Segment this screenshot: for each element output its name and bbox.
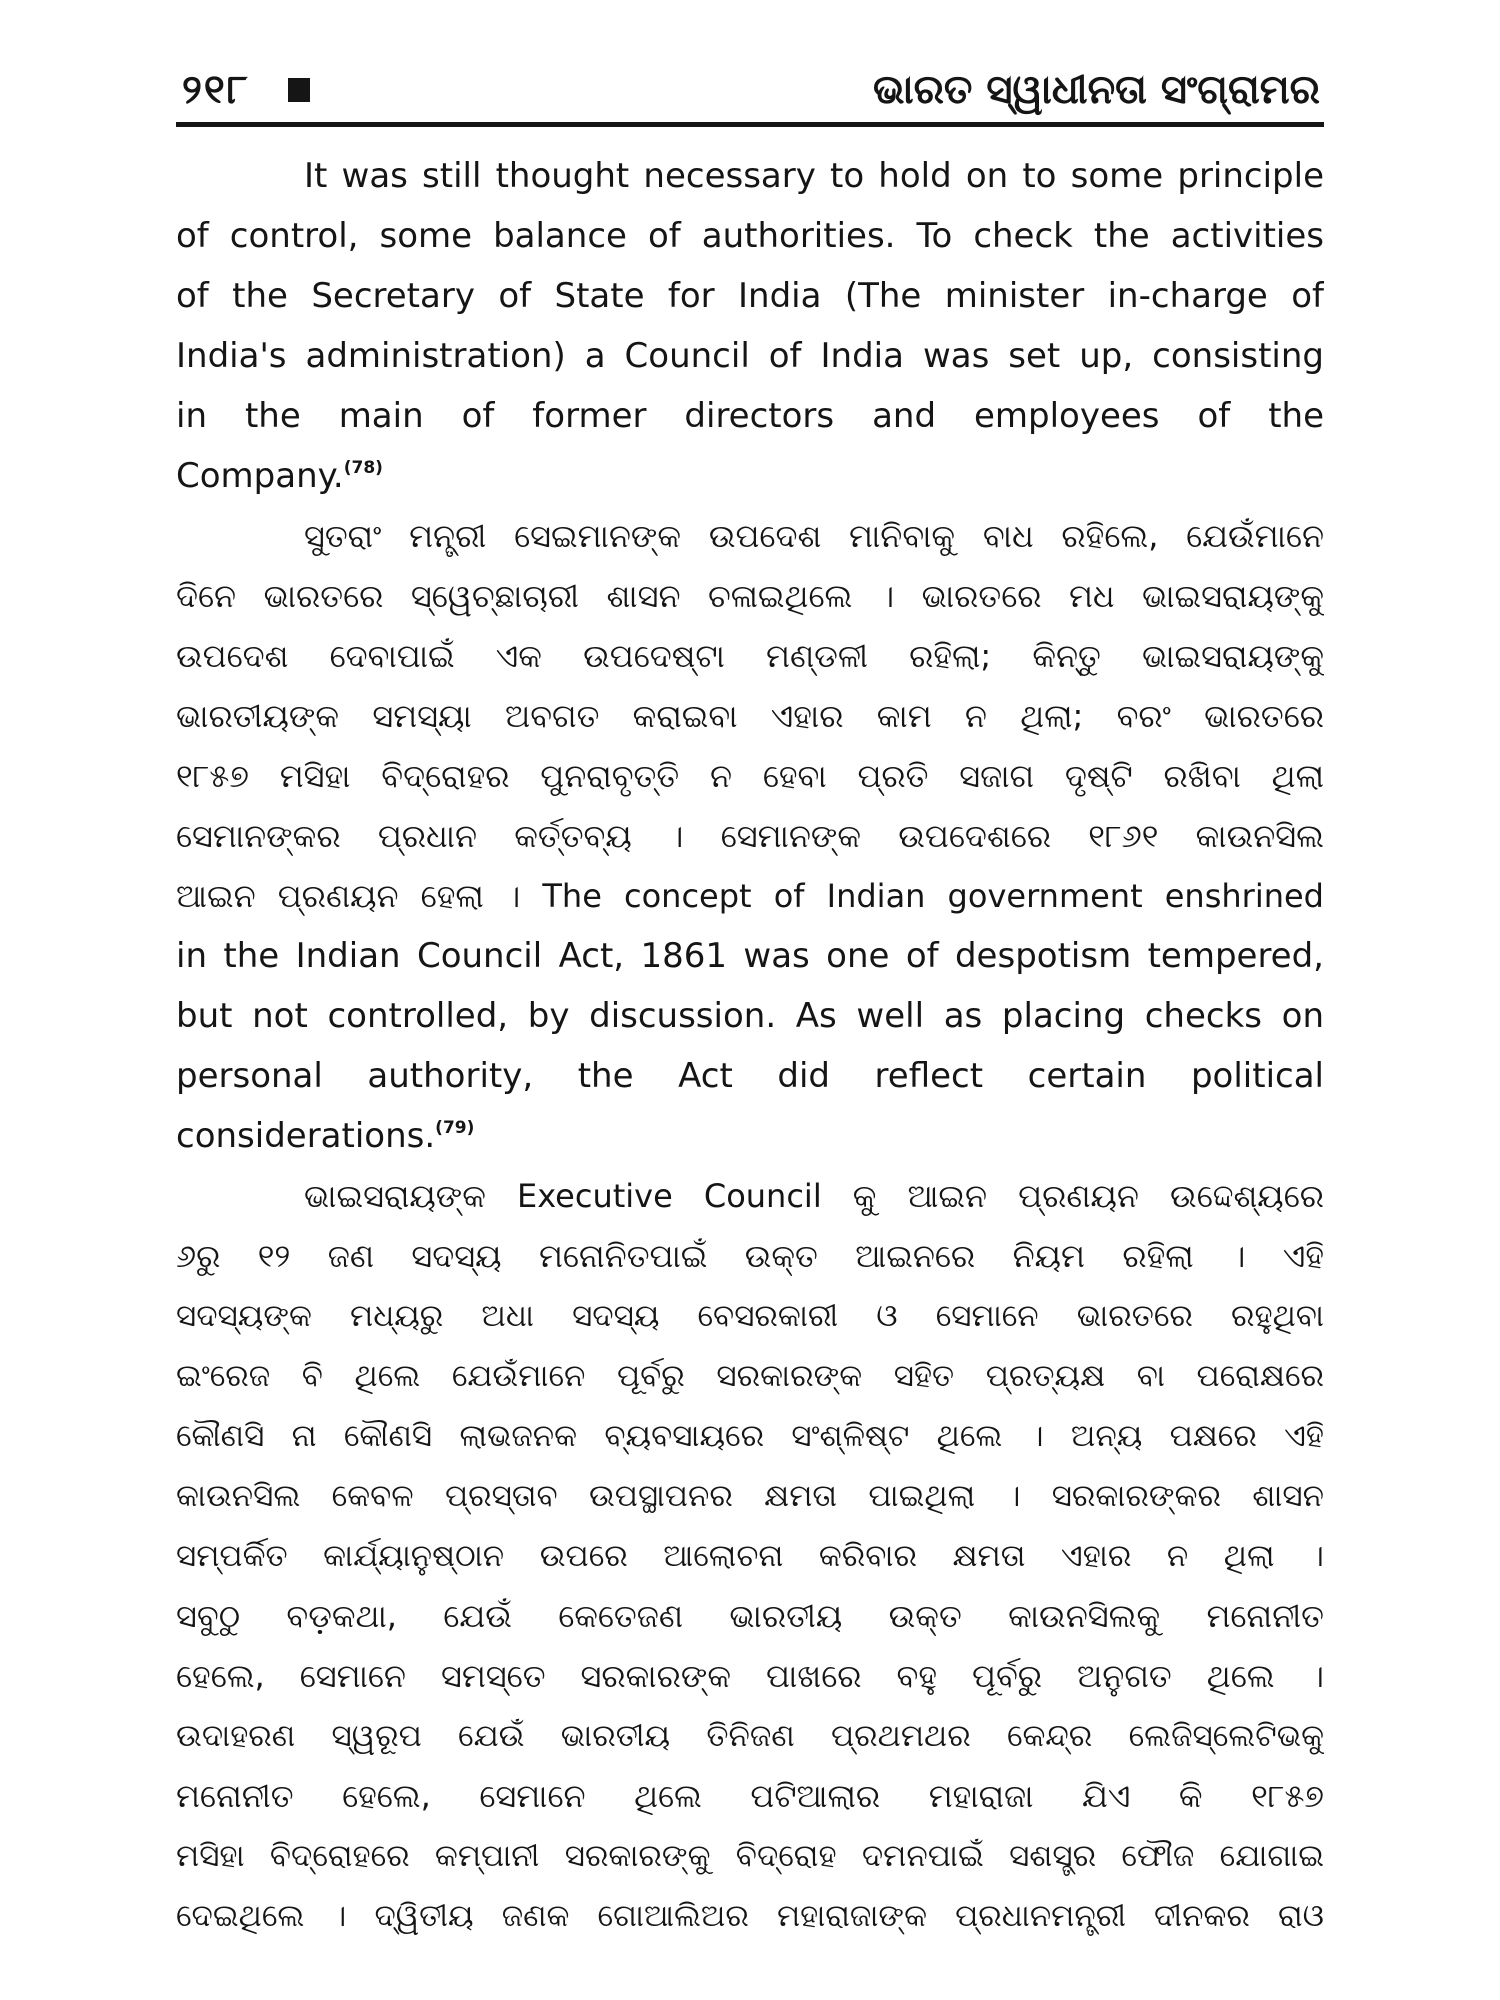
square-bullet-icon — [288, 78, 310, 102]
para1-line-4: India's administration) a Council of India was set up, consisting — [176, 336, 1324, 376]
para2-line-6: ସେମାନଙ୍କର ପ୍ରଧାନ କର୍ତ୍ତବ୍ୟ । ସେମାନଙ୍କ ଉପଦେଶରେ ୧୮୬୧ କାଉନସିଲ — [176, 817, 1324, 855]
para1-line-6-text: Company. — [176, 456, 344, 496]
para3-line-4: ଇଂରେଜ ବି ଥିଲେ ଯେଉଁମାନେ ପୂର୍ବରୁ ସରକାରଙ୍କ ସହିତ ପ୍ରତ୍ୟକ୍ଷ ବା ପରୋକ୍ଷରେ — [176, 1358, 1324, 1394]
para2-line-11 — [176, 1106, 1324, 1166]
para3-line-8: ସବୁଠୁ ବଡ଼କଥା, ଯେଉଁ କେତେଜଣ ଭାରତୀୟ ଉକ୍ତ କାଉନସିଲକୁ ମନୋନୀତ — [176, 1597, 1324, 1635]
body-text — [176, 146, 1324, 1946]
para3-line-9: ହେଲେ, ସେମାନେ ସମସ୍ତେ ସରକାରଙ୍କ ପାଖରେ ବହୁ ପୂର୍ବରୁ ଅନୁଗତ ଥିଲେ । — [176, 1657, 1324, 1695]
footnote-ref-78: (78) — [343, 458, 383, 478]
para1-line-5: in the main of former directors and employees of the — [176, 396, 1324, 436]
para1-line-3: of the Secretary of State for India (The minister in-charge of — [176, 276, 1324, 316]
para2-line-3: ଉପଦେଶ ଦେବାପାଇଁ ଏକ ଉପଦେଷ୍ଟା ମଣ୍ଡଳୀ ରହିଲା; କିନ୍ତୁ ଭାଇସରାୟଙ୍କୁ — [176, 637, 1324, 675]
para3-line-13: ଦେଇଥିଲେ । ଦ୍ୱିତୀୟ ଜଣକ ଗୋଆଲିଅର ମହାରାଜାଙ୍କ ପ୍ରଧାନମନ୍ତ୍ରୀ ଦୀନକର ରାଓ — [176, 1898, 1324, 1934]
para2-line-1: ସୁତରାଂ ମନ୍ତ୍ରୀ ସେଇମାନଙ୍କ ଉପଦେଶ ମାନିବାକୁ ବାଧ ରହିଲେ, ଯେଉଁମାନେ — [304, 517, 1324, 555]
para2-line-10: personal authority, the Act did reflect certain political — [176, 1056, 1324, 1096]
para3-line-7: ସମ୍ପର୍କିତ କାର୍ଯ୍ୟାନୁଷ୍ଠାନ ଉପରେ ଆଲୋଚନା କରିବାର କ୍ଷମତା ଏହାର ନ ଥିଲା । — [176, 1538, 1324, 1574]
para2-line-7: ଆଇନ ପ୍ରଣୟନ ହେଲା । The concept of Indian government enshrined — [176, 877, 1324, 915]
header-rule — [176, 122, 1324, 127]
footnote-ref-79: (79) — [435, 1118, 475, 1138]
para1-line-1: It was still thought necessary to hold on to some principle — [304, 156, 1324, 196]
para2-line-9: but not controlled, by discussion. As well as placing checks on — [176, 996, 1324, 1036]
running-title: ଭାରତ ସ୍ୱାଧୀନତା ସଂଗ୍ରାମର — [873, 67, 1320, 113]
page-number: ୨୧୮ — [182, 67, 250, 113]
para3-line-10: ଉଦାହରଣ ସ୍ୱରୂପ ଯେଉଁ ଭାରତୀୟ ତିନିଜଣ ପ୍ରଥମଥର କେନ୍ଦ୍ର ଲେଜିସ୍‌ଲେଟିଭକୁ — [176, 1718, 1324, 1754]
para2-line-5: ୧୮୫୭ ମସିହା ବିଦ୍ରୋହର ପୁନରାବୃତ୍ତି ନ ହେବା ପ୍ରତି ସଜାଗ ଦୃଷ୍ଟି ରଖିବା ଥିଲା — [176, 757, 1324, 795]
para3-line-1: ଭାଇସରାୟଙ୍କ Executive Council କୁ ଆଇନ ପ୍ରଣୟନ ଉଦ୍ଦେଶ୍ୟରେ — [304, 1177, 1324, 1215]
para3-line-12: ମସିହା ବିଦ୍ରୋହରେ କମ୍ପାନୀ ସରକାରଙ୍କୁ ବିଦ୍ରୋହ ଦମନପାଇଁ ସଶସ୍ତ୍ର ଫୌଜ ଯୋଗାଇ — [176, 1838, 1324, 1874]
para1-line-6 — [176, 446, 1324, 506]
para3-line-3: ସଦସ୍ୟଙ୍କ ମଧ୍ୟରୁ ଅଧା ସଦସ୍ୟ ବେସରକାରୀ ଓ ସେମାନେ ଭାରତରେ ରହୁଥିବା — [176, 1298, 1324, 1334]
para3-line-6: କାଉନସିଲ କେବଳ ପ୍ରସ୍ତାବ ଉପସ୍ଥାପନର କ୍ଷମତା ପାଇଥିଲା । ସରକାରଙ୍କର ଶାସନ — [176, 1478, 1324, 1514]
para2-line-4: ଭାରତୀୟଙ୍କ ସମସ୍ୟା ଅବଗତ କରାଇବା ଏହାର କାମ ନ ଥିଲା; ବରଂ ଭାରତରେ — [176, 697, 1324, 735]
para2-line-11-text: considerations. — [176, 1116, 436, 1156]
para2-line-8: in the Indian Council Act, 1861 was one of despotism tempered, — [176, 936, 1324, 976]
para3-line-2: ୬ରୁ ୧୨ ଜଣ ସଦସ୍ୟ ମନୋନିତପାଇଁ ଉକ୍ତ ଆଇନରେ ନିୟମ ରହିଲା । ଏହି — [176, 1237, 1324, 1275]
para1-line-2: of control, some balance of authorities. To check the activities — [176, 216, 1324, 256]
para3-line-11: ମନୋନୀତ ହେଲେ, ସେମାନେ ଥିଲେ ପଟିଆଲାର ମହାରାଜା ଯିଏ କି ୧୮୫୭ — [176, 1777, 1324, 1815]
para3-line-5: କୌଣସି ନା କୌଣସି ଲାଭଜନକ ବ୍ୟବସାୟରେ ସଂଶ୍ଳିଷ୍ଟ ଥିଲେ । ଅନ୍ୟ ପକ୍ଷରେ ଏହି — [176, 1418, 1324, 1454]
page-header — [176, 58, 1324, 122]
para2-line-2: ଦିନେ ଭାରତରେ ସ୍ୱେଚ୍ଛାଚାରୀ ଶାସନ ଚଳାଇଥିଲେ । ଭାରତରେ ମଧ ଭାଇସରାୟଙ୍କୁ — [176, 577, 1324, 615]
